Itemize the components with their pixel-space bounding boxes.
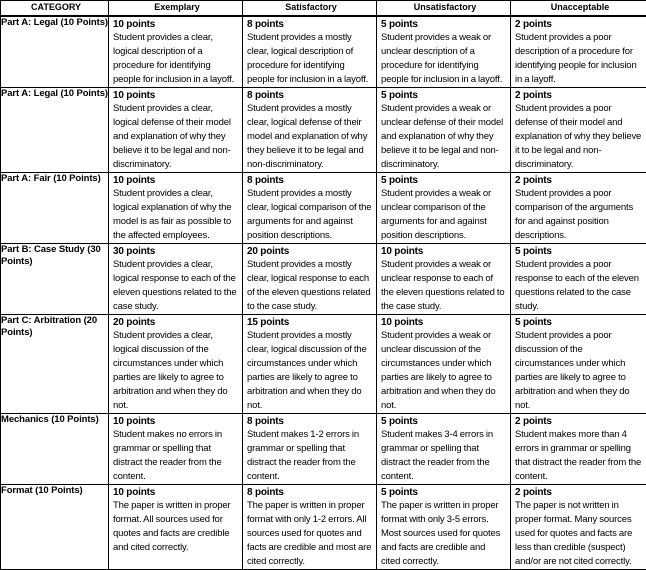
criteria-description: The paper is written in proper format with only 1-2 errors. All sources used for quotes and facts are credible and most are cited correctly. — [247, 499, 372, 569]
rubric-cell-unsatisfactory — [377, 88, 511, 173]
criterion-category-cell — [1, 173, 109, 244]
table-row — [1, 16, 646, 88]
rubric-cell-satisfactory — [243, 88, 377, 173]
criteria-description: Student makes no errors in grammar or spelling that distract the reader from the content. — [113, 428, 238, 484]
points-label: 15 points — [247, 316, 372, 329]
points-label: 5 points — [381, 415, 506, 428]
table-row — [1, 485, 646, 570]
column-header-satisfactory — [243, 1, 377, 17]
points-label: 5 points — [515, 316, 642, 329]
points-label: 5 points — [381, 486, 506, 499]
criteria-description: Student provides a weak or unclear comparison of the arguments for and against position descriptions. — [381, 187, 506, 243]
criteria-description: Student makes 1-2 errors in grammar or spelling that distract the reader from the content. — [247, 428, 372, 484]
table-row — [1, 173, 646, 244]
criterion-label: Part A: Legal (10 Points) — [1, 88, 108, 100]
rubric-cell-unsatisfactory — [377, 485, 511, 570]
table-header-row — [1, 1, 646, 17]
points-label: 10 points — [113, 415, 238, 428]
criteria-description: Student provides a weak or unclear discussion of the circumstances under which parties are likely to agree to arbitration and when they do not. — [381, 329, 506, 413]
table-row — [1, 414, 646, 485]
rubric-cell-unsatisfactory — [377, 414, 511, 485]
criterion-label: Mechanics (10 Points) — [1, 414, 108, 426]
column-header-unacceptable-label: Unacceptable — [514, 2, 646, 13]
criteria-description: Student provides a mostly clear, logical defense of their model and explanation of why they believe it to be legal and non-discriminatory. — [247, 102, 372, 172]
rubric-cell-unacceptable — [511, 88, 646, 173]
rubric-cell-exemplary — [109, 88, 243, 173]
table-row — [1, 244, 646, 315]
criterion-label: Part A: Fair (10 Points) — [1, 173, 108, 185]
criterion-category-cell — [1, 88, 109, 173]
criteria-description: Student provides a poor comparison of the arguments for and against position descriptions. — [515, 187, 642, 243]
points-label: 10 points — [113, 486, 238, 499]
points-label: 2 points — [515, 415, 642, 428]
rubric-cell-unacceptable — [511, 414, 646, 485]
rubric-cell-exemplary — [109, 315, 243, 414]
rubric-cell-unsatisfactory — [377, 315, 511, 414]
points-label: 10 points — [113, 18, 238, 31]
points-label: 2 points — [515, 174, 642, 187]
criteria-description: Student provides a poor discussion of the circumstances under which parties are likely to agree to arbitration and when they do not. — [515, 329, 642, 413]
criteria-description: Student provides a weak or unclear defense of their model and explanation of why they believe it to be legal and non-discriminatory. — [381, 102, 506, 172]
criteria-description: Student makes 3-4 errors in grammar or spelling that distract the reader from the content. — [381, 428, 506, 484]
rubric-cell-satisfactory — [243, 16, 377, 88]
criteria-description: Student provides a clear, logical defense of their model and explanation of why they believe it to be legal and non-discriminatory. — [113, 102, 238, 172]
criteria-description: Student provides a mostly clear, logical description of procedure for identifying people for inclusion in a layoff. — [247, 31, 372, 87]
criteria-description: Student provides a clear, logical description of a procedure for identifying people for inclusion in a layoff. — [113, 31, 238, 87]
points-label: 10 points — [113, 174, 238, 187]
rubric-cell-exemplary — [109, 173, 243, 244]
criterion-label: Part B: Case Study (30 Points) — [1, 244, 108, 268]
points-label: 5 points — [381, 174, 506, 187]
rubric-cell-unacceptable — [511, 315, 646, 414]
rubric-cell-unacceptable — [511, 16, 646, 88]
column-header-category-label: CATEGORY — [4, 2, 108, 13]
rubric-cell-exemplary — [109, 16, 243, 88]
points-label: 8 points — [247, 486, 372, 499]
rubric-cell-satisfactory — [243, 414, 377, 485]
rubric-cell-exemplary — [109, 414, 243, 485]
points-label: 5 points — [381, 18, 506, 31]
criteria-description: The paper is written in proper format. All sources used for quotes and facts are credible and cited correctly. — [113, 499, 238, 555]
rubric-cell-unsatisfactory — [377, 173, 511, 244]
criteria-description: Student provides a weak or unclear response to each of the eleven questions related to the case study. — [381, 258, 506, 314]
criteria-description: Student provides a mostly clear, logical comparison of the arguments for and against position descriptions. — [247, 187, 372, 243]
points-label: 8 points — [247, 89, 372, 102]
column-header-unsatisfactory — [377, 1, 511, 17]
points-label: 20 points — [113, 316, 238, 329]
rubric-cell-exemplary — [109, 244, 243, 315]
criteria-description: Student provides a clear, logical discussion of the circumstances under which parties are likely to agree to arbitration and when they do not. — [113, 329, 238, 413]
criterion-category-cell — [1, 244, 109, 315]
criterion-label: Format (10 Points) — [1, 485, 108, 497]
column-header-exemplary — [109, 1, 243, 17]
rubric-cell-satisfactory — [243, 244, 377, 315]
points-label: 2 points — [515, 486, 642, 499]
points-label: 10 points — [381, 245, 506, 258]
table-row — [1, 315, 646, 414]
rubric-cell-unacceptable — [511, 173, 646, 244]
rubric-cell-satisfactory — [243, 315, 377, 414]
criterion-category-cell — [1, 485, 109, 570]
column-header-exemplary-label: Exemplary — [112, 2, 242, 13]
column-header-category — [1, 1, 109, 17]
rubric-cell-satisfactory — [243, 485, 377, 570]
column-header-satisfactory-label: Satisfactory — [246, 2, 376, 13]
column-header-unacceptable — [511, 1, 646, 17]
criterion-category-cell — [1, 16, 109, 88]
rubric-cell-unacceptable — [511, 244, 646, 315]
criteria-description: Student provides a mostly clear, logical discussion of the circumstances under which parties are likely to agree to arbitration and when they do not. — [247, 329, 372, 413]
criteria-description: Student provides a poor description of a procedure for identifying people for inclusion in a layoff. — [515, 31, 642, 87]
rubric-cell-unsatisfactory — [377, 244, 511, 315]
points-label: 20 points — [247, 245, 372, 258]
points-label: 2 points — [515, 89, 642, 102]
criteria-description: Student makes more than 4 errors in grammar or spelling that distract the reader from the content. — [515, 428, 642, 484]
points-label: 5 points — [381, 89, 506, 102]
criterion-category-cell — [1, 315, 109, 414]
criteria-description: The paper is not written in proper format. Many sources used for quotes and facts are less than credible (suspect) and/or are not cited correctly. — [515, 499, 642, 569]
column-header-unsatisfactory-label: Unsatisfactory — [380, 2, 510, 13]
points-label: 8 points — [247, 18, 372, 31]
points-label: 8 points — [247, 415, 372, 428]
rubric-cell-unsatisfactory — [377, 16, 511, 88]
points-label: 10 points — [381, 316, 506, 329]
points-label: 2 points — [515, 18, 642, 31]
points-label: 10 points — [113, 89, 238, 102]
points-label: 8 points — [247, 174, 372, 187]
rubric-cell-exemplary — [109, 485, 243, 570]
criteria-description: Student provides a poor defense of their model and explanation of why they believe it to be legal and non-discriminatory. — [515, 102, 642, 172]
criteria-description: Student provides a weak or unclear description of a procedure for identifying people for inclusion in a layoff. — [381, 31, 506, 87]
criteria-description: The paper is written in proper format with only 3-5 errors. Most sources used for quotes and facts are credible and cited correctly. — [381, 499, 506, 569]
criteria-description: Student provides a clear, logical explanation of why the model is as fair as possible to the affected employees. — [113, 187, 238, 243]
rubric-cell-unacceptable — [511, 485, 646, 570]
rubric-cell-satisfactory — [243, 173, 377, 244]
table-row — [1, 88, 646, 173]
criteria-description: Student provides a clear, logical response to each of the eleven questions related to the case study. — [113, 258, 238, 314]
points-label: 5 points — [515, 245, 642, 258]
criterion-label: Part A: Legal (10 Points) — [1, 17, 108, 29]
criterion-category-cell — [1, 414, 109, 485]
criteria-description: Student provides a poor response to each of the eleven questions related to the case study. — [515, 258, 642, 314]
points-label: 30 points — [113, 245, 238, 258]
criterion-label: Part C: Arbitration (20 Points) — [1, 315, 108, 339]
criteria-description: Student provides a mostly clear, logical response to each of the eleven questions related to the case study. — [247, 258, 372, 314]
